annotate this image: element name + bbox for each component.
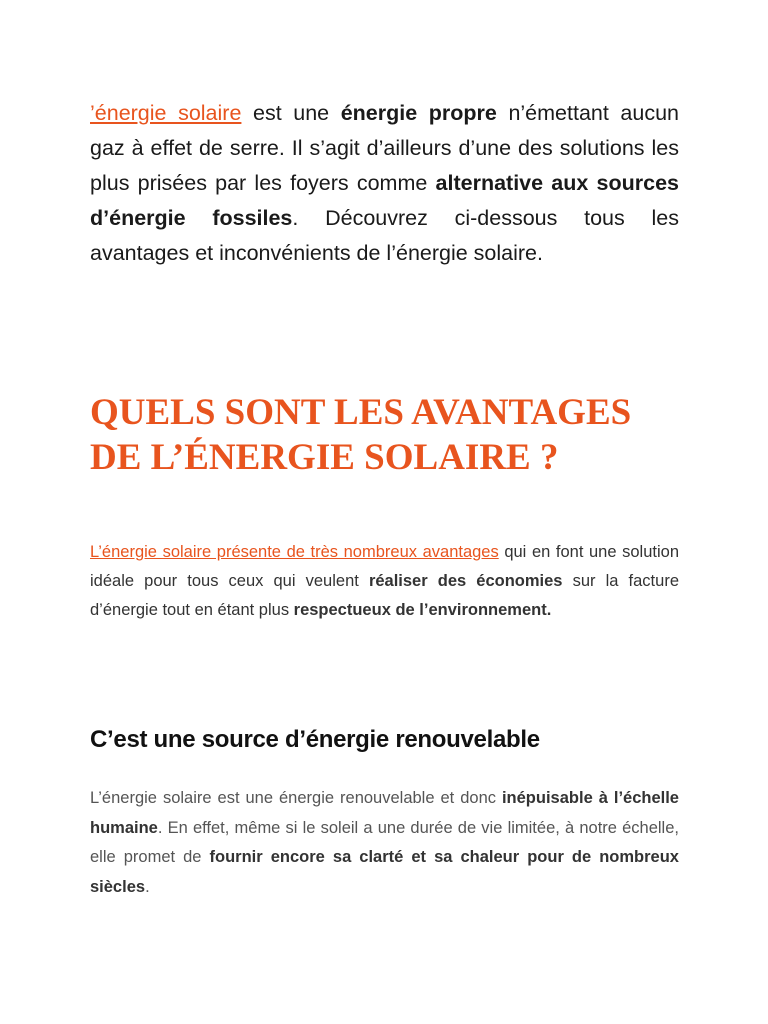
renewable-heading: C’est une source d’énergie renouvelable	[90, 726, 540, 753]
intro-text-1: est une	[241, 101, 341, 125]
advantages-text-1: qui en font une solution idéale pour tous ceux qui veulent	[90, 543, 679, 590]
renewable-paragraph	[90, 784, 679, 902]
intro-text-3: . Découvrez ci-dessous tous les avantages et inconvénients de l’énergie solaire.	[90, 206, 679, 265]
advantages-heading-line-1: QUELS SONT LES AVANTAGES	[90, 392, 632, 433]
advantages-bold-savings: réaliser des économies	[368, 572, 563, 590]
advantages-heading-line-2: DE L’ÉNERGIE SOLAIRE ?	[90, 437, 559, 478]
intro-bold-clean-energy: énergie propre	[340, 101, 497, 125]
renewable-bold-centuries: fournir encore sa clarté et sa chaleur pour de nombreux siècles	[90, 848, 679, 896]
advantages-heading	[90, 390, 690, 480]
renewable-bold-inexhaustible: inépuisable à l’échelle humaine	[90, 789, 679, 837]
intro-text-2: n’émettant aucun gaz à effet de serre. Il s’agit d’ailleurs d’une des solutions les plus prisées par les foyers comme	[90, 101, 680, 195]
intro-paragraph	[90, 96, 679, 271]
advantages-link[interactable]: L’énergie solaire présente de très nombreux avantages	[90, 543, 499, 561]
document-page	[90, 96, 680, 896]
renewable-text-1: L’énergie solaire est une énergie renouvelable et donc	[90, 789, 502, 807]
intro-bold-alternative: alternative aux sources d’énergie fossiles	[90, 171, 679, 230]
solar-energy-link[interactable]: ’énergie solaire	[90, 101, 242, 125]
advantages-paragraph	[90, 538, 679, 625]
advantages-bold-environment: respectueux de l’environnement.	[293, 601, 552, 619]
renewable-text-3: .	[145, 877, 150, 896]
advantages-text-2: sur la facture d’énergie tout en étant plus	[90, 572, 679, 619]
renewable-text-2: . En effet, même si le soleil a une durée de vie limitée, à notre échelle, elle promet de	[90, 818, 679, 866]
